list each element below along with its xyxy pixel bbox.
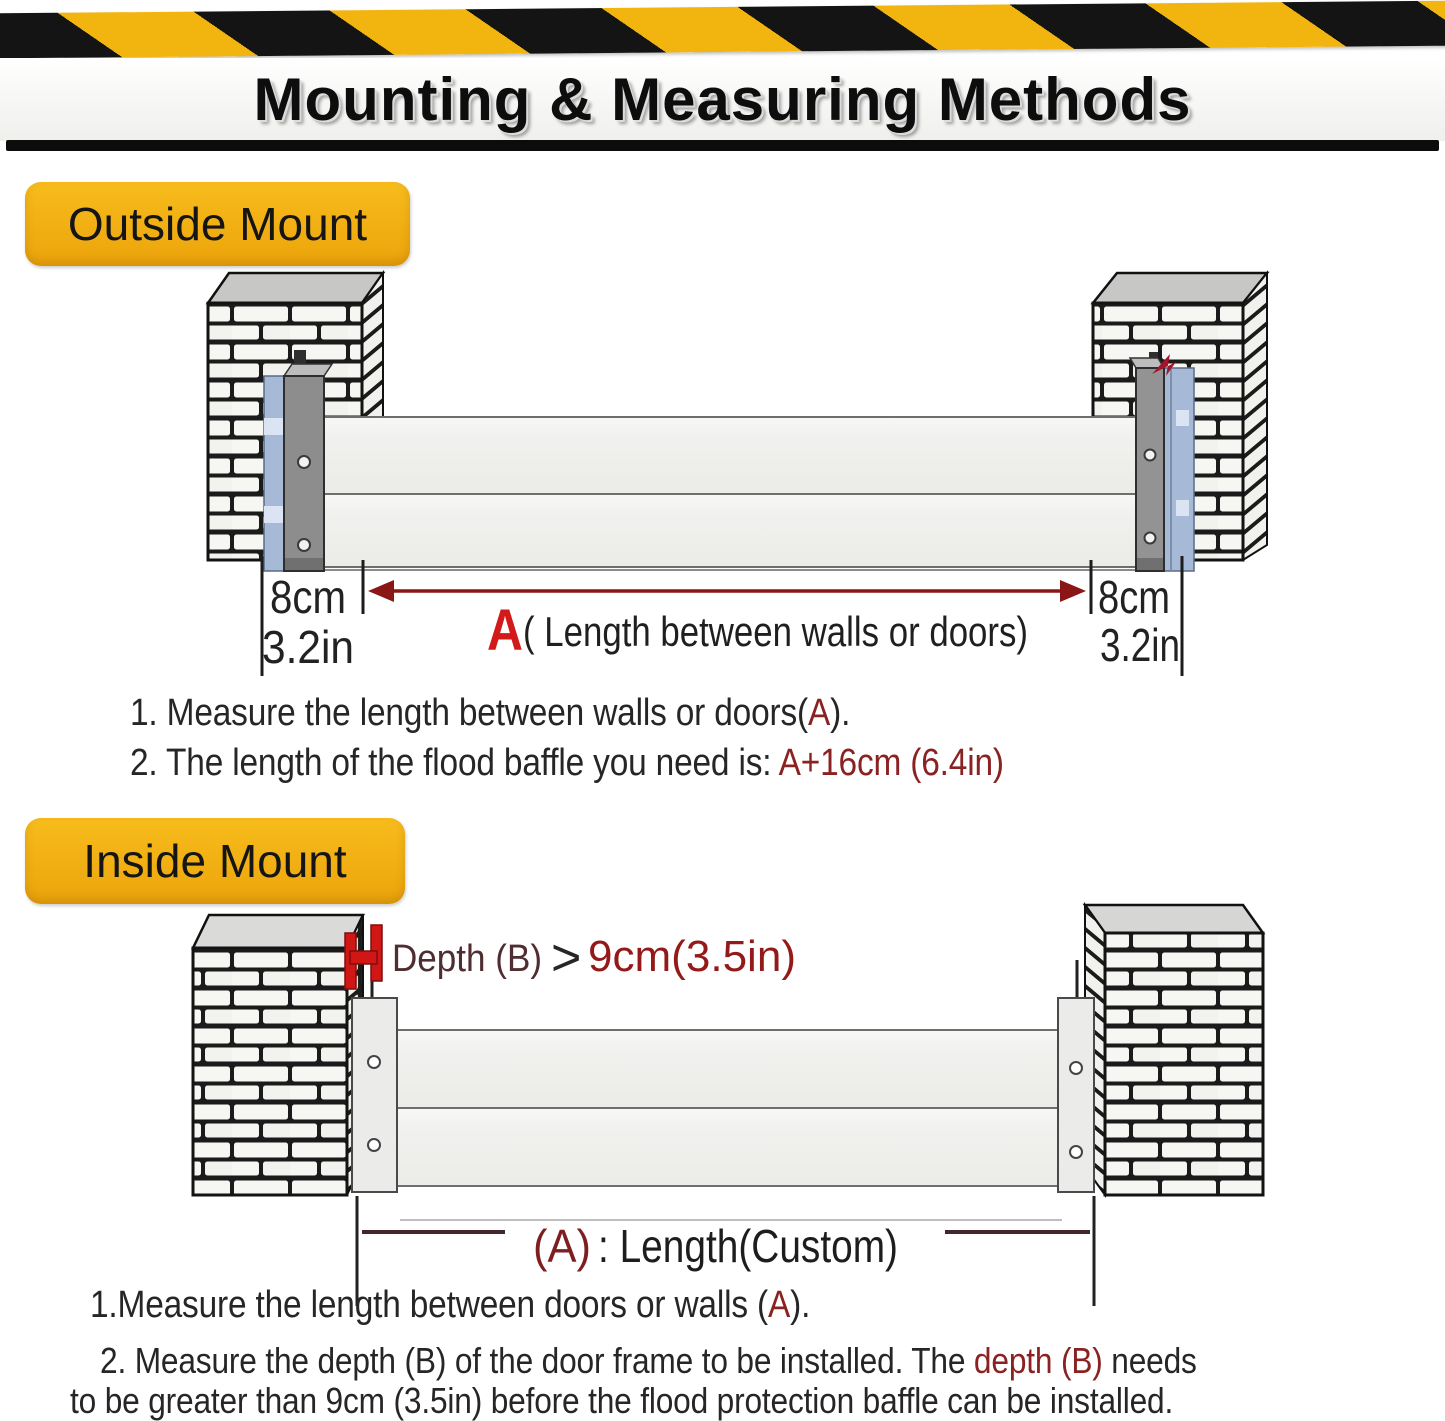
inside-mount-diagram [0,890,1445,1310]
hazard-stripes-icon [0,1,1445,59]
flood-barrier [270,417,1185,570]
screw-hole [298,539,310,551]
screw-hole [1070,1146,1082,1158]
outside-measurement [262,556,1182,676]
length-description-label: : Length(Custom) [598,1220,898,1272]
hazard-banner [0,0,1445,58]
depth-label: Depth (B) [392,938,542,980]
depth-annotation [392,929,796,987]
screw-hole [1145,533,1156,544]
left-gap-in-label: 3.2in [262,621,354,673]
left-brick-pillar [193,915,363,1195]
right-gap-in-label: 3.2in [1100,619,1180,671]
title-divider [6,140,1439,151]
screw-hole [1145,450,1156,461]
length-description-label: ( Length between walls or doors) [523,608,1028,655]
flood-barrier [397,1030,1062,1220]
inside-instruction-1: 1.Measure the length between doors or walls (A). [90,1284,811,1326]
outside-mount-badge-label: Outside Mount [67,198,368,250]
flood-barrier-panel-top [322,417,1136,494]
inside-instruction-2: 2. Measure the depth (B) of the door frame to be installed. The depth (B) needs [100,1340,1197,1381]
left-gap-cm-label: 8cm [270,571,346,623]
greater-than-sign: > [551,929,582,987]
flood-barrier-panel-bottom [322,494,1136,567]
outside-instruction-2: 2. The length of the flood baffle you need is: A+16cm (6.4in) [130,742,1004,784]
screw-hole [368,1056,380,1068]
right-brick-pillar [1085,905,1263,1195]
wall-rail [264,376,284,571]
flood-barrier-panel-top [397,1030,1060,1108]
left-mounting-channel [264,364,332,571]
screw-hole [298,456,310,468]
outside-instruction-1: 1. Measure the length between walls or doors(A). [130,692,851,734]
outside-mount-diagram [0,258,1445,678]
screw-hole [1070,1062,1082,1074]
right-gap-cm-label: 8cm [1098,571,1170,623]
page-title: Mounting & Measuring Methods [253,66,1192,133]
arrowhead-left-icon [368,580,394,602]
inside-instruction-2-cont: to be greater than 9cm (3.5in) before the flood protection baffle can be installed. [70,1380,1174,1421]
length-a-label: A [487,598,523,663]
wall-rail [1164,368,1194,571]
right-mounting-channel [1130,354,1194,571]
depth-value-label: 9cm(3.5in) [588,932,796,981]
title-band [0,58,1445,141]
arrowhead-right-icon [1060,580,1086,602]
flood-barrier-panel-bottom [397,1108,1060,1186]
screw-hole [368,1139,380,1151]
inside-mount-badge-label: Inside Mount [83,835,347,887]
outside-mount-badge [25,182,410,266]
length-a-label: (A) [533,1220,591,1272]
